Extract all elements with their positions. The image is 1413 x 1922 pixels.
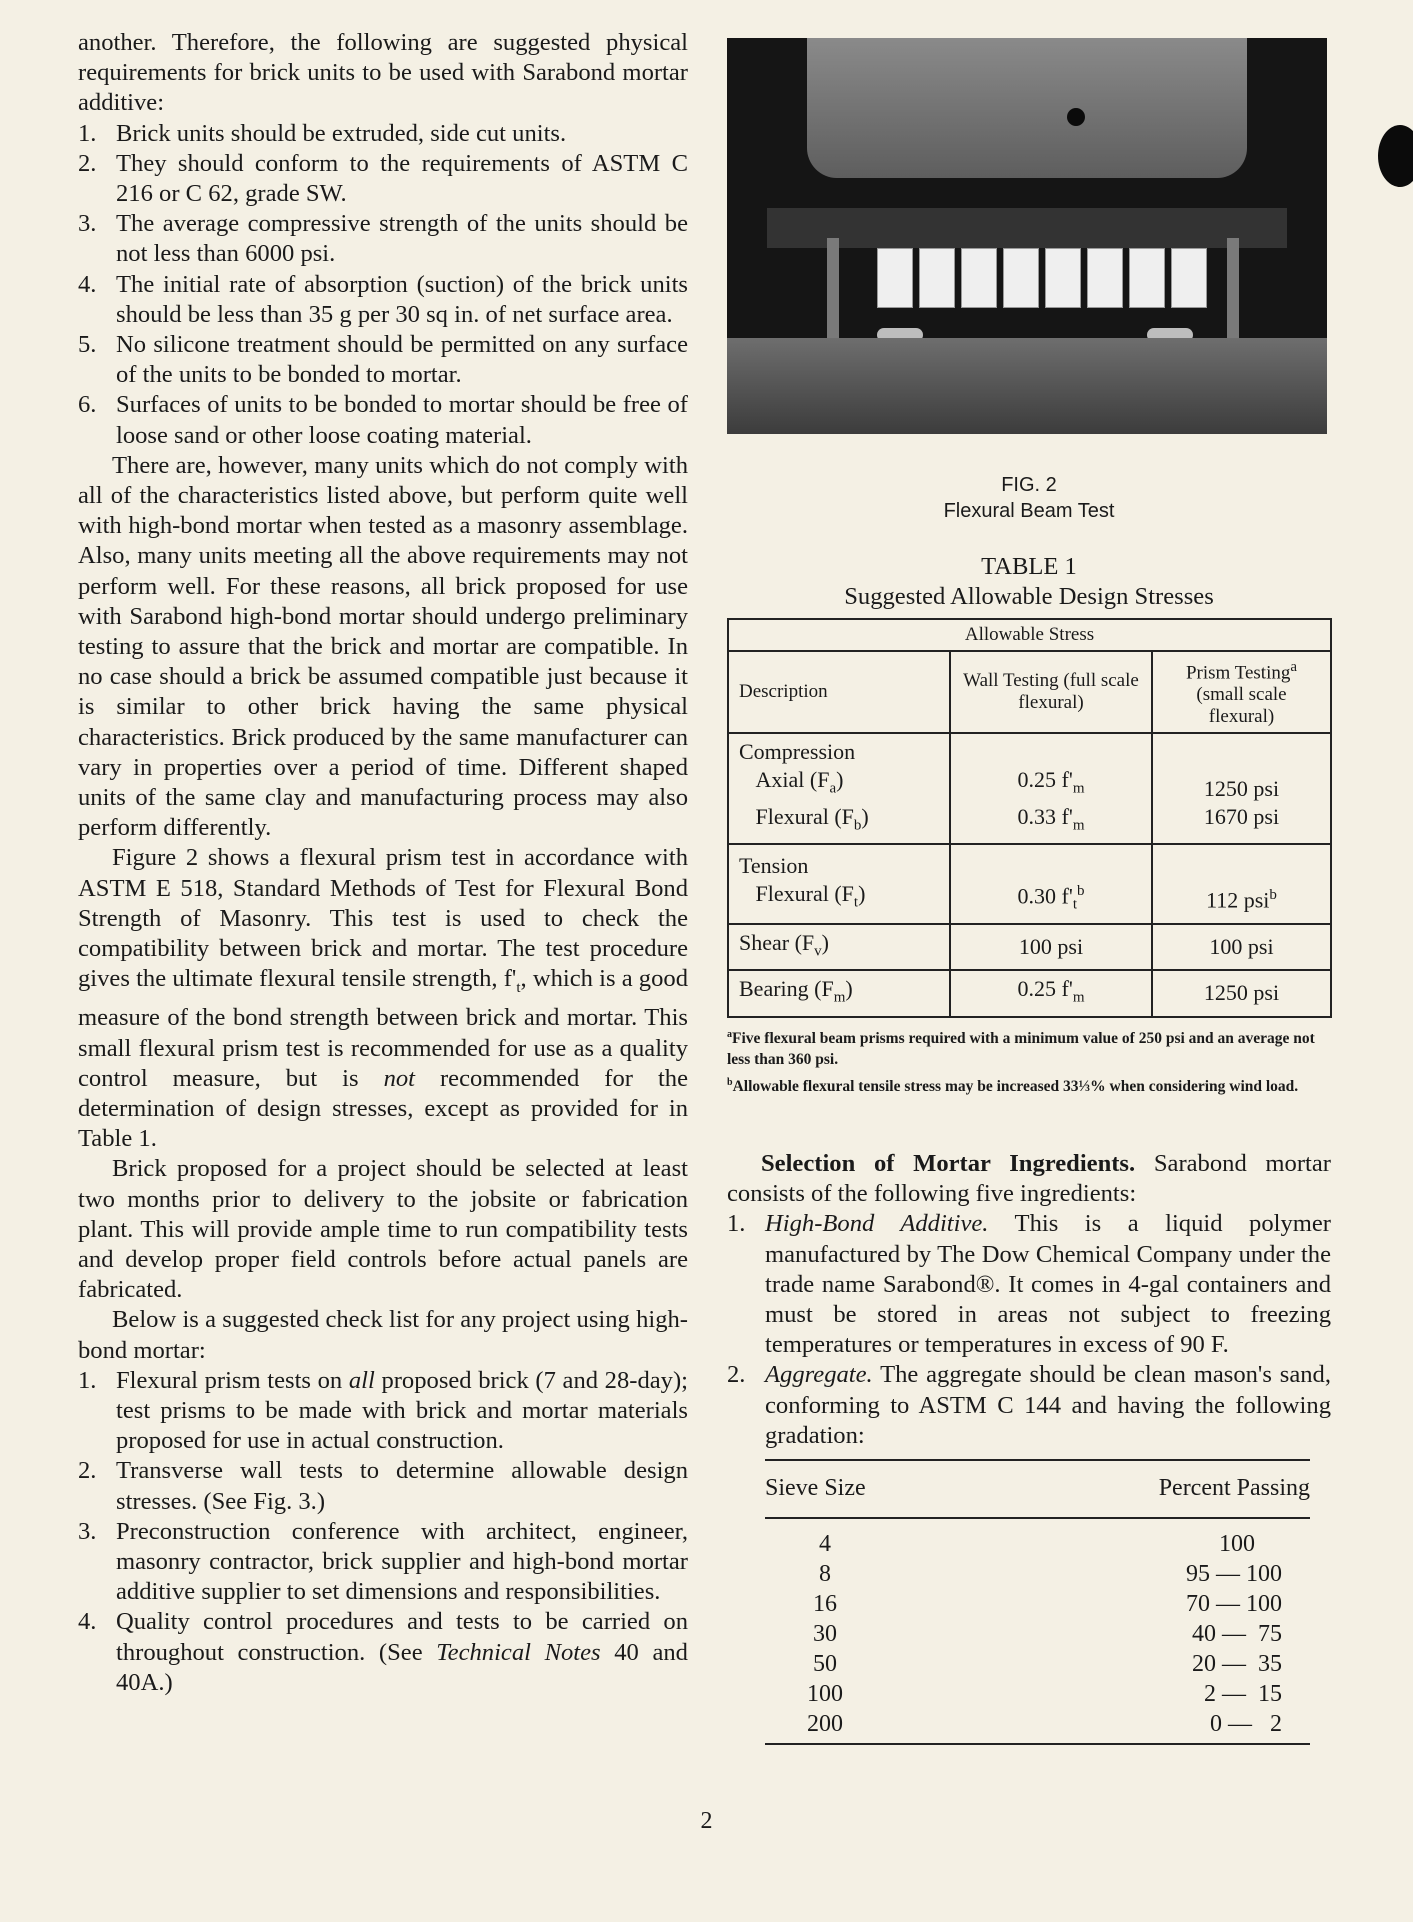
figure-title: Flexural Beam Test [943, 500, 1115, 522]
table-row: Tension Flexural $(F_t)$ 0.30 $f'_t^b$ 112 psi$^b$ [728, 844, 1331, 924]
table-footnote-b: $^b$Allowable flexural tensile stress may be increased 33⅓% when considering wind load. [727, 1076, 1299, 1095]
list-item: 4. Quality control procedures and tests to be carried on throughout construction. (See Technical Notes 40 and 40A.) [78, 1608, 688, 1696]
list-item: 2. Transverse wall tests to determine allowable design stresses. (See Fig. 3.) [78, 1457, 688, 1515]
list-item: 6. Surfaces of units to be bonded to mortar should be free of loose sand or other loose coating material. [78, 391, 688, 449]
figure-caption [727, 472, 1331, 524]
table-title: TABLE 1 Suggested Allowable Design Stresses [844, 553, 1214, 610]
list-item: 1. High-Bond Additive. This is a liquid polymer manufactured by The Dow Chemical Company under the trade name Sarabond®. It comes in 4-gal containers and must be stored in areas not subject to freezing temperatures or temperatures in excess of 90 F. [727, 1210, 1331, 1359]
table-header: Description [728, 651, 950, 733]
page-number: 2 [700, 1808, 713, 1834]
table-row: 4 100 [819, 1530, 1255, 1557]
binder-punch-hole [1378, 125, 1413, 187]
table-header: Prism Testing$^a$ (small scale flexural) [1152, 651, 1331, 733]
list-item: 4. The initial rate of absorption (suction) of the brick units should be less than 35 g per 30 sq in. of net surface area. [78, 270, 688, 328]
table-row: Compression Axial $(F_a)$ Flexural $(F_b)$ 0.25 $f'_m$ 0.33 $f'_m$ 1250 psi 1670 psi [728, 733, 1331, 844]
table-header: Percent Passing [885, 1460, 1310, 1518]
table-row: 30 40 — 75 [813, 1620, 1282, 1647]
list-item: 2. They should conform to the requirements of ASTM C 216 or C 62, grade SW. [78, 149, 688, 208]
requirements-list [78, 119, 688, 451]
design-stress-table [727, 618, 1332, 1018]
table-group-header: Allowable Stress [728, 619, 1331, 651]
list-item: 3. The average compressive strength of the units should be not less than 6000 psi. [78, 210, 688, 268]
table-row: 16 70 — 100 [813, 1590, 1282, 1617]
body-paragraph: Brick proposed for a project should be selected at least two months prior to delivery to the jobsite or fabrication plant. This will provide ample time to run compatibility tests and develop proper field controls before actual panels are fabricated. [78, 1155, 688, 1304]
list-item: 2. Aggregate. The aggregate should be clean mason's sand, conforming to ASTM C 144 and having the following gradation: [727, 1361, 1331, 1449]
table-row: 200 0 — 2 [765, 1709, 1310, 1744]
list-item: 3. Preconstruction conference with architect, engineer, masonry contractor, brick supplier and high-bond mortar additive supplier to set dimensions and responsibilities. [78, 1517, 688, 1606]
ingredients-list [727, 1209, 1331, 1451]
table-row: 8 95 — 100 [819, 1560, 1282, 1587]
body-paragraph: Below is a suggested check list for any project using high-bond mortar: [78, 1306, 688, 1364]
table-footnote-a: $^a$Five flexural beam prisms required with a minimum value of 250 psi and an average not less than 360 psi. [727, 1028, 1315, 1068]
left-column [78, 28, 688, 1698]
body-paragraph: Selection of Mortar Ingredients. Sarabond mortar consists of the following five ingredients: [727, 1149, 1331, 1208]
table-header: Sieve Size [765, 1460, 885, 1518]
list-item: 5. No silicone treatment should be permitted on any surface of the units to be bonded to mortar. [78, 331, 688, 389]
table-row: 50 20 — 35 [813, 1650, 1282, 1677]
table-header: Wall Testing (full scale flexural) [950, 651, 1152, 733]
table-row: 100 2 — 15 [807, 1680, 1282, 1707]
right-column [727, 38, 1331, 1745]
figure-label: FIG. 2 [1001, 474, 1057, 496]
flexural-beam-test-photo [727, 38, 1327, 434]
table-row: Shear $(F_v)$ 100 psi 100 psi [728, 924, 1331, 970]
table-row: Bearing $(F_m)$ 0.25 $f'_m$ 1250 psi [728, 970, 1331, 1016]
body-paragraph: Figure 2 shows a flexural prism test in accordance with ASTM E 518, Standard Methods of Test for Flexural Bond Strength of Masonry. This test is used to check the compatibility between brick and mortar. The test procedure gives the ultimate flexural tensile strength, $f'_t$, which is a good measure of the bond strength between brick and mortar. This small flexural prism test is recommended for use as a quality control measure, but is not recommended for the determination of design stresses, except as provided for in Table 1. [78, 844, 689, 1153]
gradation-table [765, 1459, 1310, 1745]
body-paragraph: There are, however, many units which do not comply with all of the characteristics listed above, but perform quite well with high-bond mortar when tested as a masonry assemblage. Also, many units meeting all the above requirements may not perform well. For these reasons, all brick proposed for use with Sarabond high-bond mortar should undergo preliminary testing to assure that the brick and mortar are compatible. In no case should a brick be assumed compatible just because it is similar to other brick having the same physical characteristics. Brick produced by the same manufacturer can vary in properties over a period of time. Different shaped units of the same clay and manufacturing process may also perform differently. [78, 451, 688, 842]
list-item: 1. Brick units should be extruded, side cut units. [78, 119, 567, 147]
list-item: 1. Flexural prism tests on all proposed brick (7 and 28-day); test prisms to be made with brick and mortar materials proposed for use in actual construction. [78, 1366, 688, 1455]
checklist [78, 1366, 688, 1698]
intro-paragraph: another. Therefore, the following are suggested physical requirements for brick units to be used with Sarabond mortar additive: [78, 29, 688, 117]
